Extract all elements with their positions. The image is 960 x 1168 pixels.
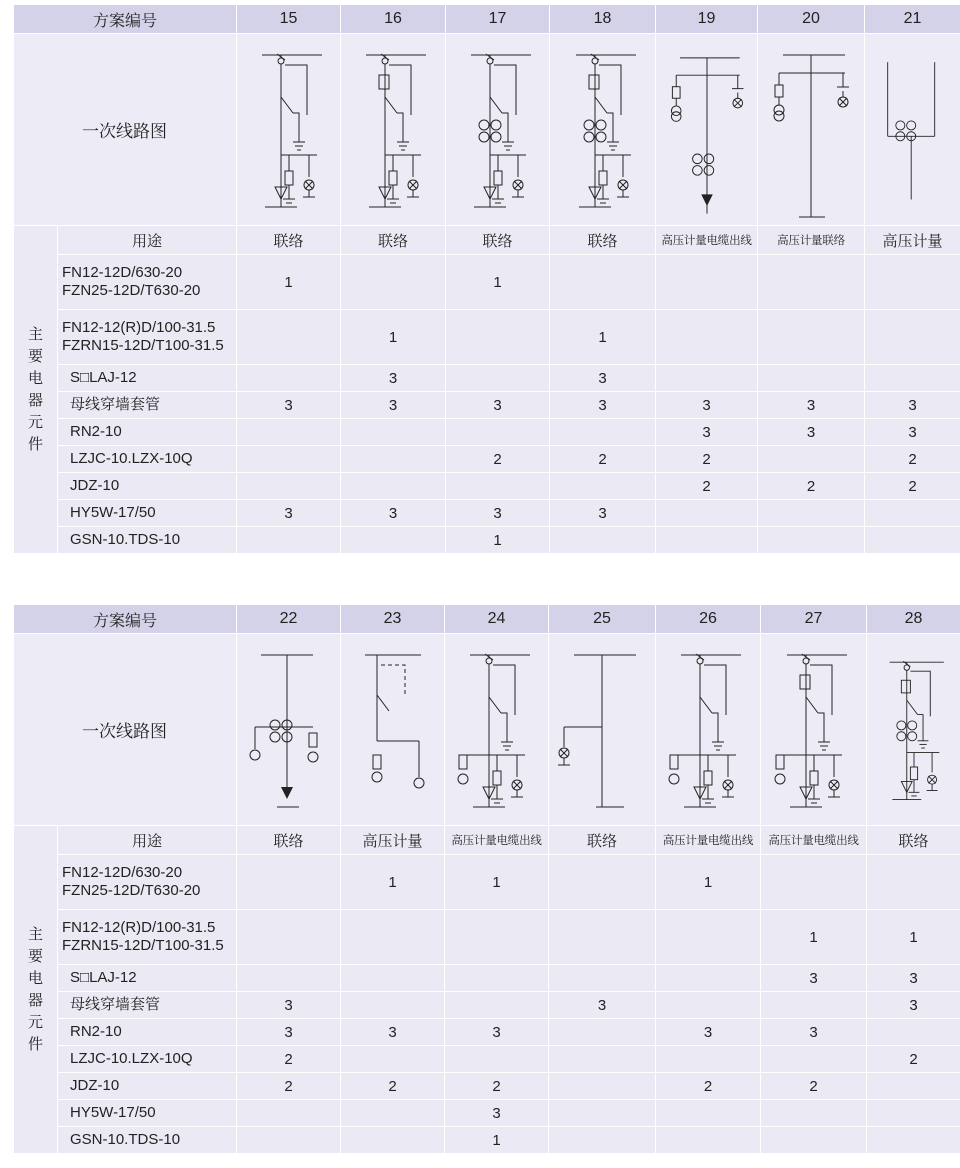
wiring-diagram xyxy=(549,634,656,826)
component-name: FN12-12D/630-20 FZN25-12D/T630-20 xyxy=(58,255,237,310)
component-row xyxy=(14,965,960,992)
quantity-cell xyxy=(758,527,865,554)
component-row xyxy=(14,1019,960,1046)
quantity-cell: 2 xyxy=(865,446,960,473)
header-row xyxy=(14,605,960,634)
component-row xyxy=(14,392,960,419)
quantity-cell xyxy=(758,365,865,392)
quantity-cell xyxy=(758,500,865,527)
wiring-diagram xyxy=(656,634,761,826)
quantity-cell xyxy=(867,1127,960,1154)
component-name: GSN-10.TDS-10 xyxy=(58,527,237,554)
quantity-cell: 1 xyxy=(550,310,656,365)
quantity-cell xyxy=(341,1100,445,1127)
quantity-cell xyxy=(237,1100,341,1127)
wiring-diagram xyxy=(550,34,656,226)
component-row xyxy=(14,910,960,965)
wiring-diagram xyxy=(446,34,550,226)
quantity-cell xyxy=(445,1046,549,1073)
quantity-cell: 1 xyxy=(237,255,341,310)
quantity-cell xyxy=(341,527,446,554)
quantity-cell xyxy=(549,910,656,965)
quantity-cell xyxy=(656,365,758,392)
component-name: FN12-12(R)D/100-31.5 FZRN15-12D/T100-31.5 xyxy=(58,910,237,965)
quantity-cell: 3 xyxy=(445,1100,549,1127)
quantity-cell: 2 xyxy=(550,446,656,473)
scheme-number: 16 xyxy=(341,5,446,34)
component-name: HY5W-17/50 xyxy=(58,500,237,527)
purpose-cell: 高压计量 xyxy=(341,826,445,855)
quantity-cell xyxy=(341,473,446,500)
purpose-label: 用途 xyxy=(58,826,237,855)
quantity-cell xyxy=(341,992,445,1019)
quantity-cell: 2 xyxy=(761,1073,867,1100)
quantity-cell: 3 xyxy=(758,419,865,446)
quantity-cell xyxy=(867,1073,960,1100)
quantity-cell: 2 xyxy=(865,473,960,500)
quantity-cell: 1 xyxy=(341,855,445,910)
quantity-cell xyxy=(758,310,865,365)
quantity-cell xyxy=(865,310,960,365)
component-row xyxy=(14,1100,960,1127)
side-label: 主 要 电 器 元 件 xyxy=(14,826,58,1154)
component-row xyxy=(14,992,960,1019)
quantity-cell xyxy=(237,855,341,910)
quantity-cell xyxy=(656,255,758,310)
scheme-number: 18 xyxy=(550,5,656,34)
quantity-cell: 1 xyxy=(761,910,867,965)
purpose-cell: 联络 xyxy=(550,226,656,255)
quantity-cell xyxy=(656,310,758,365)
quantity-cell xyxy=(656,1127,761,1154)
quantity-cell xyxy=(446,419,550,446)
quantity-cell xyxy=(761,855,867,910)
purpose-cell: 高压计量联络 xyxy=(758,226,865,255)
quantity-cell: 1 xyxy=(656,855,761,910)
component-row xyxy=(14,500,960,527)
quantity-cell: 3 xyxy=(867,965,960,992)
component-name: S□LAJ-12 xyxy=(58,965,237,992)
quantity-cell: 3 xyxy=(865,419,960,446)
purpose-cell: 联络 xyxy=(341,226,446,255)
quantity-cell xyxy=(550,255,656,310)
quantity-cell: 3 xyxy=(237,392,341,419)
wiring-diagram xyxy=(758,34,865,226)
quantity-cell: 2 xyxy=(445,1073,549,1100)
quantity-cell: 3 xyxy=(656,392,758,419)
component-name: FN12-12D/630-20 FZN25-12D/T630-20 xyxy=(58,855,237,910)
scheme-table-2 xyxy=(13,604,960,1154)
component-row xyxy=(14,310,960,365)
quantity-cell: 2 xyxy=(341,1073,445,1100)
purpose-cell: 高压计量电缆出线 xyxy=(445,826,549,855)
quantity-cell: 3 xyxy=(237,1019,341,1046)
wiring-diagram xyxy=(341,34,446,226)
component-name: S□LAJ-12 xyxy=(58,365,237,392)
component-name: HY5W-17/50 xyxy=(58,1100,237,1127)
quantity-cell xyxy=(867,1019,960,1046)
scheme-number-label: 方案编号 xyxy=(14,605,237,634)
quantity-cell: 2 xyxy=(656,473,758,500)
quantity-cell xyxy=(549,965,656,992)
quantity-cell: 3 xyxy=(237,992,341,1019)
quantity-cell: 3 xyxy=(341,392,446,419)
component-name: 母线穿墙套管 xyxy=(58,992,237,1019)
quantity-cell: 3 xyxy=(550,365,656,392)
scheme-number: 20 xyxy=(758,5,865,34)
quantity-cell: 3 xyxy=(758,392,865,419)
quantity-cell xyxy=(761,992,867,1019)
quantity-cell xyxy=(445,992,549,1019)
component-name: GSN-10.TDS-10 xyxy=(58,1127,237,1154)
quantity-cell xyxy=(656,965,761,992)
purpose-cell: 联络 xyxy=(446,226,550,255)
quantity-cell: 1 xyxy=(446,527,550,554)
component-name: 母线穿墙套管 xyxy=(58,392,237,419)
wiring-diagram xyxy=(867,634,960,826)
quantity-cell: 3 xyxy=(761,1019,867,1046)
quantity-cell xyxy=(761,1127,867,1154)
quantity-cell xyxy=(237,910,341,965)
quantity-cell: 3 xyxy=(656,419,758,446)
wiring-diagram xyxy=(237,634,341,826)
scheme-number: 28 xyxy=(867,605,960,634)
quantity-cell xyxy=(550,473,656,500)
component-row xyxy=(14,255,960,310)
purpose-cell: 联络 xyxy=(867,826,960,855)
wiring-diagram xyxy=(445,634,549,826)
component-row xyxy=(14,473,960,500)
quantity-cell xyxy=(237,527,341,554)
component-row xyxy=(14,419,960,446)
quantity-cell: 2 xyxy=(237,1073,341,1100)
wiring-diagram xyxy=(237,34,341,226)
quantity-cell xyxy=(237,965,341,992)
purpose-cell: 联络 xyxy=(549,826,656,855)
quantity-cell: 3 xyxy=(761,965,867,992)
quantity-cell xyxy=(445,965,549,992)
scheme-number: 15 xyxy=(237,5,341,34)
quantity-cell xyxy=(341,446,446,473)
diagram-label: 一次线路图 xyxy=(14,34,237,226)
quantity-cell xyxy=(237,473,341,500)
quantity-cell: 1 xyxy=(867,910,960,965)
purpose-cell: 高压计量电缆出线 xyxy=(656,226,758,255)
side-label: 主 要 电 器 元 件 xyxy=(14,226,58,554)
quantity-cell: 3 xyxy=(445,1019,549,1046)
quantity-cell xyxy=(237,419,341,446)
wiring-diagram xyxy=(865,34,960,226)
quantity-cell xyxy=(550,527,656,554)
purpose-label: 用途 xyxy=(58,226,237,255)
quantity-cell xyxy=(865,527,960,554)
quantity-cell xyxy=(445,910,549,965)
quantity-cell xyxy=(865,365,960,392)
quantity-cell xyxy=(341,255,446,310)
quantity-cell xyxy=(865,500,960,527)
component-row xyxy=(14,1073,960,1100)
component-row xyxy=(14,365,960,392)
quantity-cell xyxy=(446,365,550,392)
quantity-cell: 3 xyxy=(341,500,446,527)
scheme-table-1 xyxy=(13,4,960,554)
quantity-cell xyxy=(656,1046,761,1073)
quantity-cell: 3 xyxy=(867,992,960,1019)
scheme-number: 26 xyxy=(656,605,761,634)
quantity-cell xyxy=(549,1019,656,1046)
quantity-cell: 3 xyxy=(865,392,960,419)
quantity-cell xyxy=(867,1100,960,1127)
quantity-cell: 2 xyxy=(867,1046,960,1073)
purpose-cell: 高压计量电缆出线 xyxy=(656,826,761,855)
scheme-number: 17 xyxy=(446,5,550,34)
quantity-cell: 1 xyxy=(445,855,549,910)
quantity-cell xyxy=(341,910,445,965)
quantity-cell: 3 xyxy=(656,1019,761,1046)
quantity-cell: 3 xyxy=(341,365,446,392)
scheme-number: 19 xyxy=(656,5,758,34)
component-name: RN2-10 xyxy=(58,419,237,446)
component-name: JDZ-10 xyxy=(58,473,237,500)
quantity-cell: 3 xyxy=(446,392,550,419)
component-name: FN12-12(R)D/100-31.5 FZRN15-12D/T100-31.5 xyxy=(58,310,237,365)
quantity-cell xyxy=(237,365,341,392)
scheme-number: 22 xyxy=(237,605,341,634)
quantity-cell xyxy=(549,1046,656,1073)
quantity-cell: 2 xyxy=(656,446,758,473)
diagram-label: 一次线路图 xyxy=(14,634,237,826)
quantity-cell: 2 xyxy=(758,473,865,500)
quantity-cell: 1 xyxy=(446,255,550,310)
wiring-diagram xyxy=(761,634,867,826)
component-row xyxy=(14,446,960,473)
quantity-cell xyxy=(237,446,341,473)
component-name: JDZ-10 xyxy=(58,1073,237,1100)
purpose-cell: 高压计量 xyxy=(865,226,960,255)
quantity-cell xyxy=(761,1100,867,1127)
scheme-number: 25 xyxy=(549,605,656,634)
quantity-cell: 1 xyxy=(445,1127,549,1154)
quantity-cell: 3 xyxy=(446,500,550,527)
purpose-row xyxy=(14,826,960,855)
quantity-cell xyxy=(341,419,446,446)
quantity-cell: 3 xyxy=(549,992,656,1019)
quantity-cell xyxy=(549,1127,656,1154)
scheme-number: 24 xyxy=(445,605,549,634)
quantity-cell xyxy=(446,310,550,365)
quantity-cell xyxy=(758,446,865,473)
component-row xyxy=(14,527,960,554)
quantity-cell xyxy=(761,1046,867,1073)
quantity-cell xyxy=(656,500,758,527)
quantity-cell: 2 xyxy=(237,1046,341,1073)
quantity-cell xyxy=(446,473,550,500)
scheme-number-label: 方案编号 xyxy=(14,5,237,34)
quantity-cell: 3 xyxy=(550,500,656,527)
quantity-cell xyxy=(341,1046,445,1073)
quantity-cell xyxy=(865,255,960,310)
quantity-cell: 3 xyxy=(237,500,341,527)
quantity-cell xyxy=(867,855,960,910)
quantity-cell: 3 xyxy=(341,1019,445,1046)
component-row xyxy=(14,1127,960,1154)
header-row xyxy=(14,5,960,34)
quantity-cell xyxy=(341,965,445,992)
quantity-cell xyxy=(656,1100,761,1127)
component-row xyxy=(14,1046,960,1073)
purpose-row xyxy=(14,226,960,255)
quantity-cell: 3 xyxy=(550,392,656,419)
quantity-cell xyxy=(656,527,758,554)
purpose-cell: 联络 xyxy=(237,826,341,855)
quantity-cell xyxy=(656,992,761,1019)
quantity-cell xyxy=(550,419,656,446)
scheme-number: 27 xyxy=(761,605,867,634)
purpose-cell: 联络 xyxy=(237,226,341,255)
quantity-cell xyxy=(549,855,656,910)
diagram-row xyxy=(14,34,960,226)
quantity-cell: 2 xyxy=(656,1073,761,1100)
quantity-cell xyxy=(341,1127,445,1154)
scheme-number: 21 xyxy=(865,5,960,34)
quantity-cell xyxy=(549,1100,656,1127)
quantity-cell xyxy=(758,255,865,310)
component-name: RN2-10 xyxy=(58,1019,237,1046)
purpose-cell: 高压计量电缆出线 xyxy=(761,826,867,855)
diagram-row xyxy=(14,634,960,826)
quantity-cell xyxy=(237,1127,341,1154)
wiring-diagram xyxy=(341,634,445,826)
component-row xyxy=(14,855,960,910)
quantity-cell xyxy=(237,310,341,365)
quantity-cell xyxy=(656,910,761,965)
component-name: LZJC-10.LZX-10Q xyxy=(58,1046,237,1073)
component-name: LZJC-10.LZX-10Q xyxy=(58,446,237,473)
quantity-cell: 2 xyxy=(446,446,550,473)
quantity-cell: 1 xyxy=(341,310,446,365)
quantity-cell xyxy=(549,1073,656,1100)
scheme-number: 23 xyxy=(341,605,445,634)
wiring-diagram xyxy=(656,34,758,226)
